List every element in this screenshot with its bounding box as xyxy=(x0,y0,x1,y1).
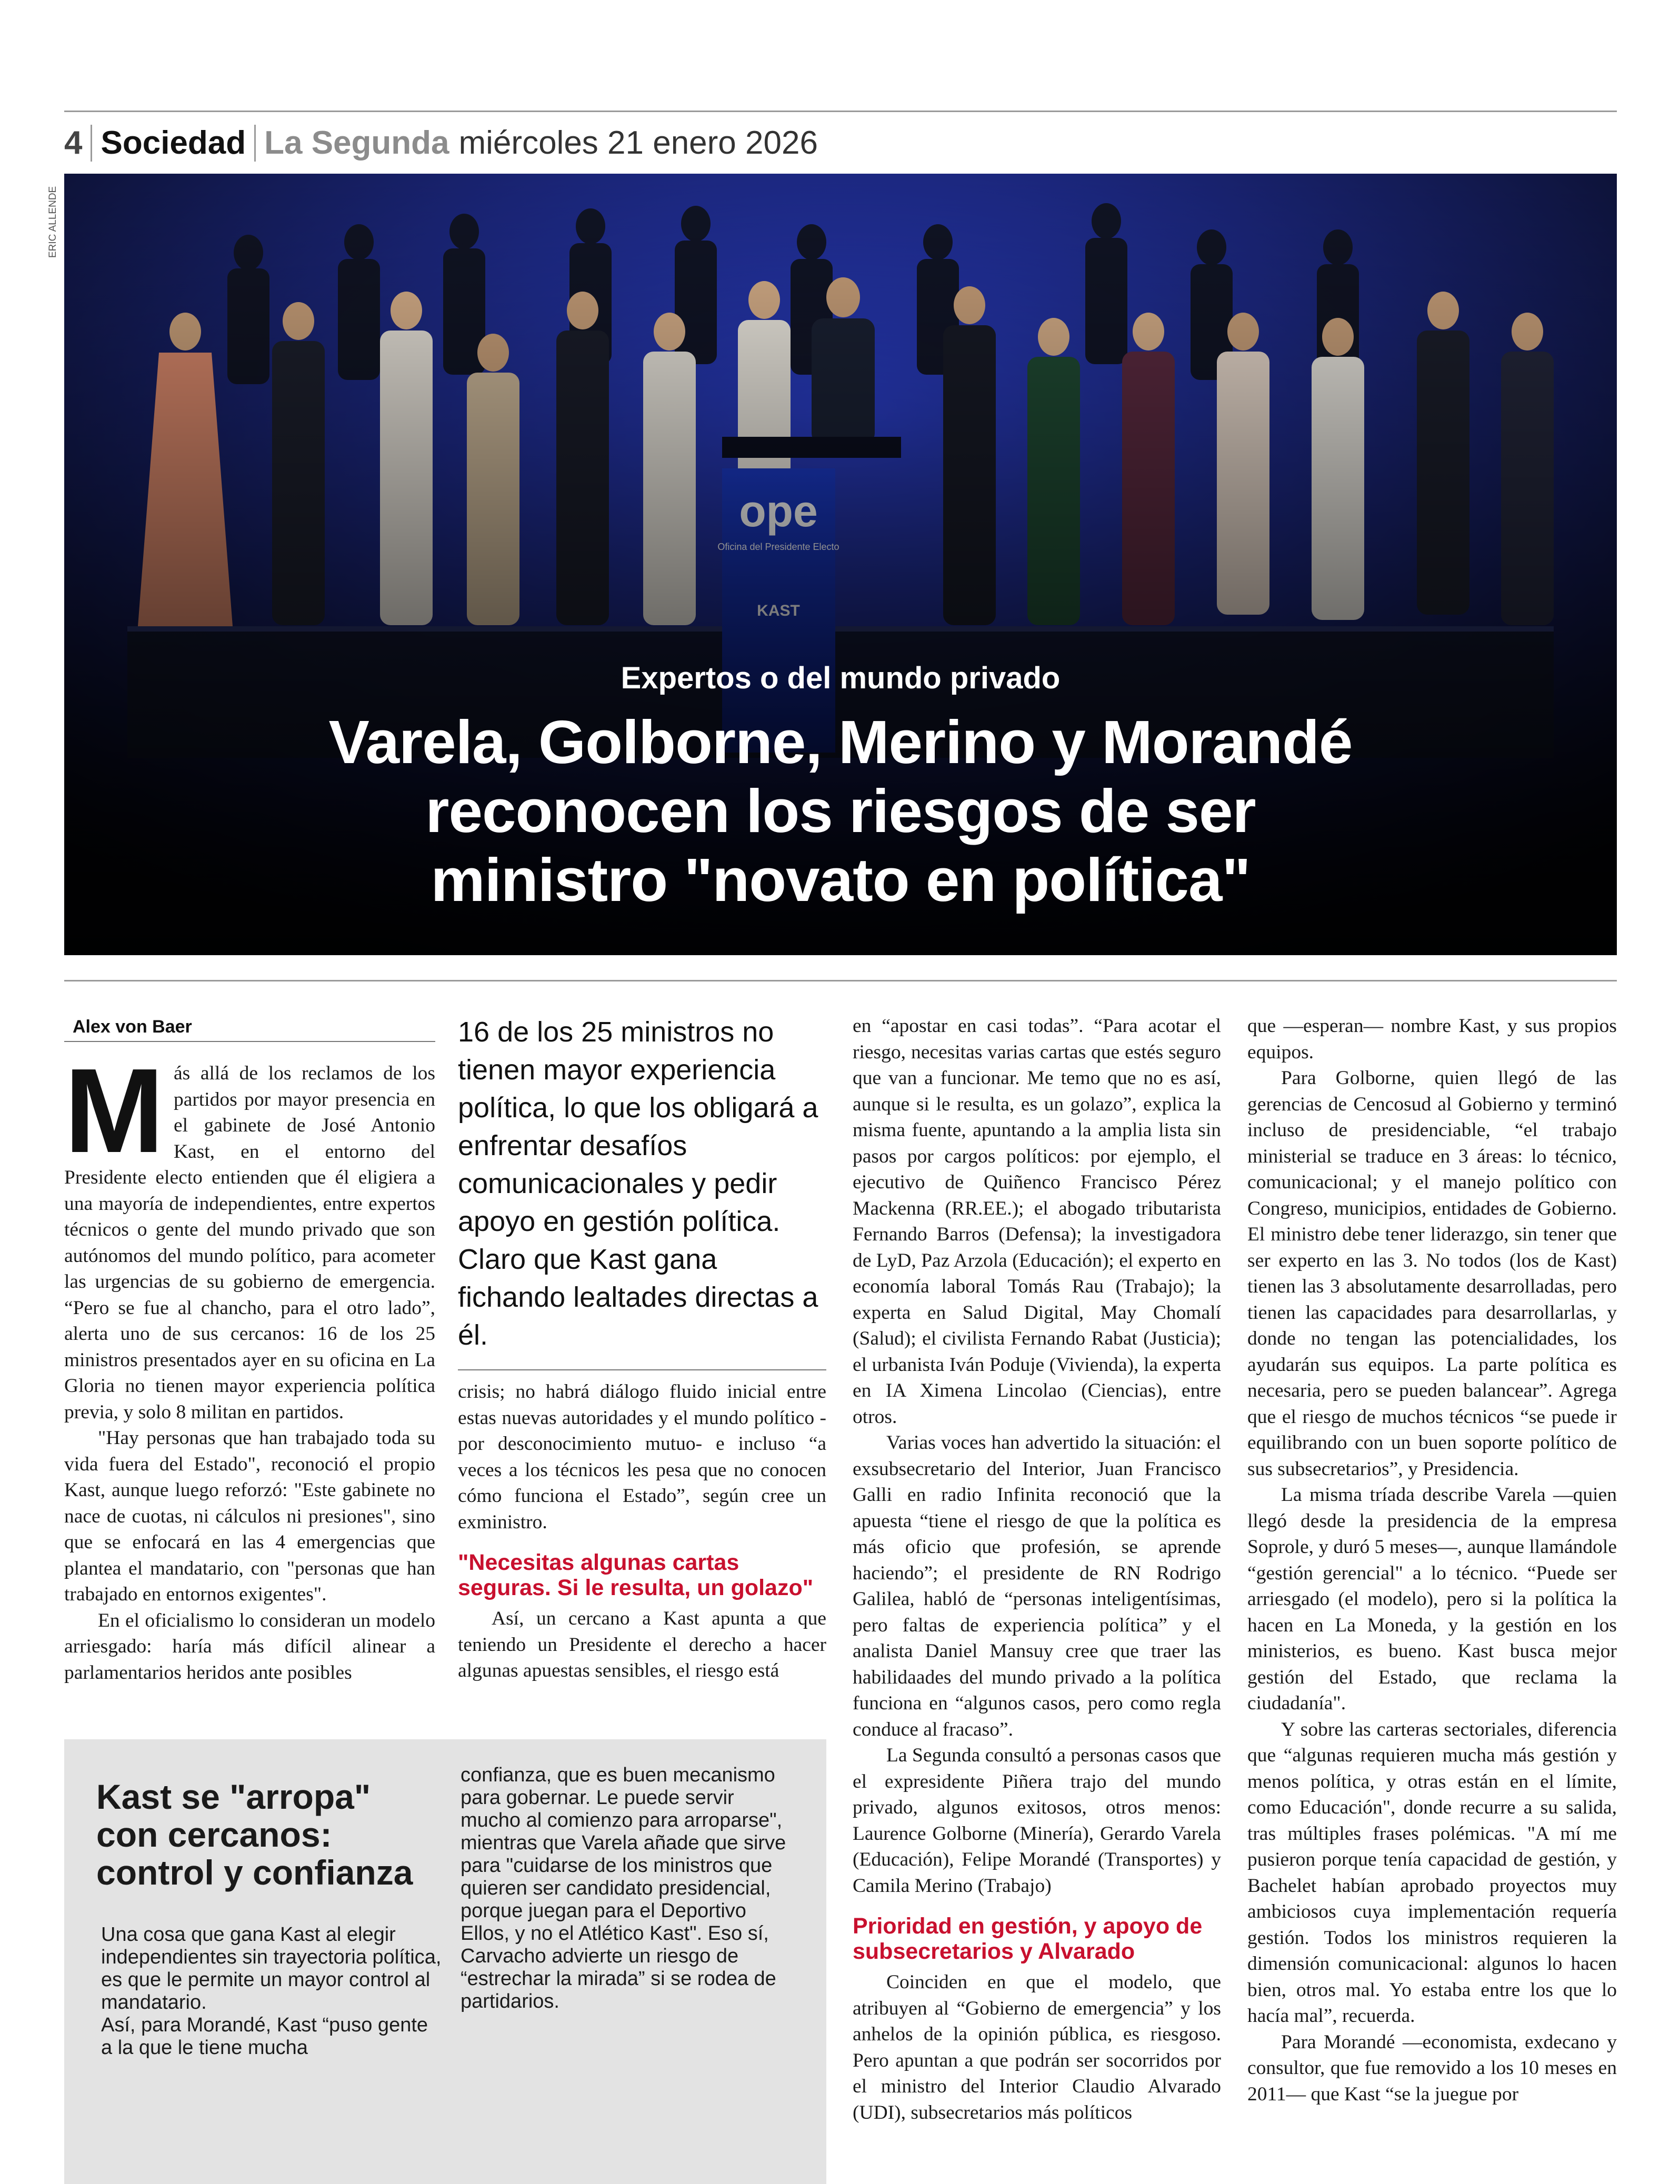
page-number: 4 xyxy=(64,125,83,161)
article-paragraph: En el oficialismo lo consideran un modelo arriesgado: haría más difícil alinear a parlamentarios heridos ante posibles xyxy=(64,1609,435,1684)
article-paragraph: Más allá de los reclamos de los partidos por mayor presencia en el gabinete de José Antonio Kast, en el entorno del Presidente electo entienden que él eligiera a una mayoría de independientes, entre expertos técnicos o gente del mundo privado que son autónomos del mundo político, para acometer las urgencias de su gobierno de emergencia. “Pero se fue al chancho, para el otro lado”, alerta uno de sus cercanos: 16 de los 25 ministros presentados ayer en su oficina en La Gloria no tienen mayor experiencia política previa, y solo 8 militan en partidos. xyxy=(64,1044,435,1423)
byline: Alex von Baer xyxy=(73,1017,192,1037)
article-paragraph: en “apostar en casi todas”. “Para acotar el riesgo, necesitas varias cartas que estés seguro que van a funcionar. Me temo que no es así, aunque si le resulta, es un golazo”, explica la misma fuente, apuntando a la amplia lista sin pasos por cargos políticos: por ejemplo, el ejecutivo de Quiñenco Francisco Pérez Mackenna (RR.EE.); el abogado tributarista Fernando Barros (Defensa); la investigadora de LyD, Paz Arzola (Educación); el experto en economía laboral Tomás Rau (Trabajo); la experta en Salud Digital, May Chomalí (Salud); el civilista Fernando Rabat (Justicia); el urbanista Iván Poduje (Vivienda), la experta en IA Ximena Lincolao (Ciencias), entre otros. xyxy=(853,1015,1221,1428)
section-name: Sociedad xyxy=(101,125,246,161)
main-headline xyxy=(117,708,1564,915)
article-paragraph: crisis; no habrá diálogo fluido inicial entre estas nuevas autoridades y el mundo político -por desconocimiento mutuo- e incluso “a veces a los técnicos les pesa que no conocen cómo funciona el Estado”, según cree un exministro. xyxy=(458,1381,826,1533)
pull-quote: 16 de los 25 ministros no tienen mayor experiencia política, lo que los obligará a enfrentar desafíos comunicacionales y pedir apoyo en gestión política. Claro que Kast gana fichando lealtades directas a él. xyxy=(458,1016,818,1351)
subheading: Prioridad en gestión, y apoyo de subsecretarios y Alvarado xyxy=(853,1913,1203,1964)
headline-line-3: ministro "novato en política" xyxy=(431,846,1251,915)
page-header xyxy=(64,117,818,169)
pull-quote-rule xyxy=(458,1369,826,1370)
photo-credit: ERIC ALLENDE xyxy=(47,186,58,258)
sidebar-paragraph: confianza, que es buen mecanismo para gobernar. Le puede servir mucho al comienzo para arroparse", mientras que Varela añade que sirve para "cuidarse de los ministros que quieren ser candidato presidencial, porque juegan para el Deportivo Ellos, y no el Atlético Kast". Eso sí, Carvacho advierte un riesgo de “estrechar la mirada” si se rodea de partidarios. xyxy=(461,1764,786,2012)
article-paragraph: Para Golborne, quien llegó de las gerencias de Cencosud al Gobierno y terminó incluso de presidenciable, “el trabajo ministerial se traduce en 3 áreas: lo técnico, comunicacional; y el manejo político con Congreso, municipios, entidades de Gobierno. El ministro debe tener liderazgo, sin tener que ser experto en las 3. No todos (los de Kast) tienen las 3 absolutamente desarrolladas, pero tienen las capacidades para desarrollarlas, y donde no tengan las potencialidades, los ayudarán sus equipos. La parte política es necesaria, pero se pueden balancear”. Agrega que el riesgo de muchos técnicos “se puede ir equilibrando con un buen soporte político de sus subsecretarios”, y Presidencia. xyxy=(1247,1067,1617,1480)
article-paragraph: La Segunda consultó a personas casos que el expresidente Piñera trajo del mundo privado, algunos exitosos, otros menos: Laurence Golborne (Minería), Gerardo Varela (Educación), Felipe Morandé (Transportes) y Camila Merino (Trabajo) xyxy=(853,1745,1221,1897)
newspaper-name: La Segunda xyxy=(264,125,449,161)
issue-date: miércoles 21 enero 2026 xyxy=(458,125,818,161)
article-paragraph: "Hay personas que han trabajado toda su vida fuera del Estado", reconoció el propio Kast, aunque luego reforzó: "Este gabinete no nace de cuotas, ni cálculos ni presiones", sino que se enfocará en las 4 emergencias que plantea el mandatario, con "personas que han trabajado en entornos exigentes". xyxy=(64,1427,435,1605)
byline-rule xyxy=(64,1041,435,1042)
sidebar-paragraph: Así, para Morandé, Kast “puso gente a la que le tiene mucha xyxy=(101,2014,428,2059)
headline-line-2: reconocen los riesgos de ser xyxy=(425,777,1256,846)
header-separator xyxy=(254,125,256,162)
article-paragraph: Para Morandé —economista, exdecano y consultor, que fue removido a los 10 meses en 2011— que Kast “se la juegue por xyxy=(1247,2031,1617,2105)
headline-kicker: Expertos o del mundo privado xyxy=(621,661,1061,695)
article-column-3 xyxy=(853,1013,1221,2126)
sidebar-title: Kast se "arropa" con cercanos: control y confianza xyxy=(96,1777,413,1892)
article-paragraph: Así, un cercano a Kast apunta a que teniendo un Presidente el derecho a hacer algunas apuestas sensibles, el riesgo está xyxy=(458,1608,826,1681)
header-separator xyxy=(91,125,92,162)
article-paragraph: Coinciden en que el modelo, que atribuyen al “Gobierno de emergencia” y los anhelos de la opinión pública, es riesgoso. Pero apuntan a que podrán ser socorridos por el ministro del Interior Claudio Alvarado (UDI), subsecretarios más políticos xyxy=(853,1971,1221,2123)
article-paragraph: Y sobre las carteras sectoriales, diferencia que “algunas requieren mucha más gestión y menos política, y otras están en el límite, como Educación", donde recurre a su salida, tras múltiples frases polémicas. "A mí me pusieron porque tenía capacidad de gestión, y Bachelet habían aprobado proyectos muy ambiciosos cuya implementación requería gestión. Todos los ministros requieren la dimensión comunicacional: algunos lo hacen bien, otros mal. Yo estaba entre los que lo hacía mal”, recuerda. xyxy=(1247,1718,1617,2027)
section-rule xyxy=(64,980,1617,981)
sidebar-paragraph: Una cosa que gana Kast al elegir independientes sin trayectoria política, es que le permite un mayor control al mandatario. xyxy=(101,1923,442,2013)
article-column-2 xyxy=(458,1379,826,1684)
header-top-rule xyxy=(64,111,1617,112)
article-paragraph: que —esperan— nombre Kast, y sus propios equipos. xyxy=(1247,1015,1617,1063)
article-column-1 xyxy=(64,1044,435,1686)
article-paragraph: La misma tríada describe Varela —quien llegó desde la presidencia de la empresa Soprole, y duró 5 meses—, aunque llamándole “gestión gerencial" a lo técnico. “Puede ser arriesgado (el modelo), pero si la política la hacen en La Moneda, y la gestión en los ministerios, es bueno. Kast busca mejor gestión del Estado, que reclama la ciudadanía". xyxy=(1247,1484,1617,1714)
headline-line-1: Varela, Golborne, Merino y Morandé xyxy=(328,708,1353,776)
article-column-4 xyxy=(1247,1013,1617,2107)
article-paragraph: Varias voces han advertido la situación: el exsubsecretario del Interior, Juan Francisco Galli en radio Infinita reconoció que la apuesta “tiene el riesgo de que la política es más oficio que profesión, se aprende haciendo”; el presidente de RN Rodrigo Galilea, habló de “personas inteligentísimas, pero faltas de experiencia política” y el analista Daniel Mansuy cree que traer las habilidaades del mundo privado a la política funciona en “algunos casos, pero como regla conduce al fracaso”. xyxy=(853,1432,1221,1740)
subheading: "Necesitas algunas cartas seguras. Si le resulta, un golazo" xyxy=(458,1550,814,1600)
drop-cap: M xyxy=(64,1044,164,1178)
sidebar-body-left xyxy=(101,1923,443,2059)
sidebar-body-right xyxy=(461,1764,797,2013)
